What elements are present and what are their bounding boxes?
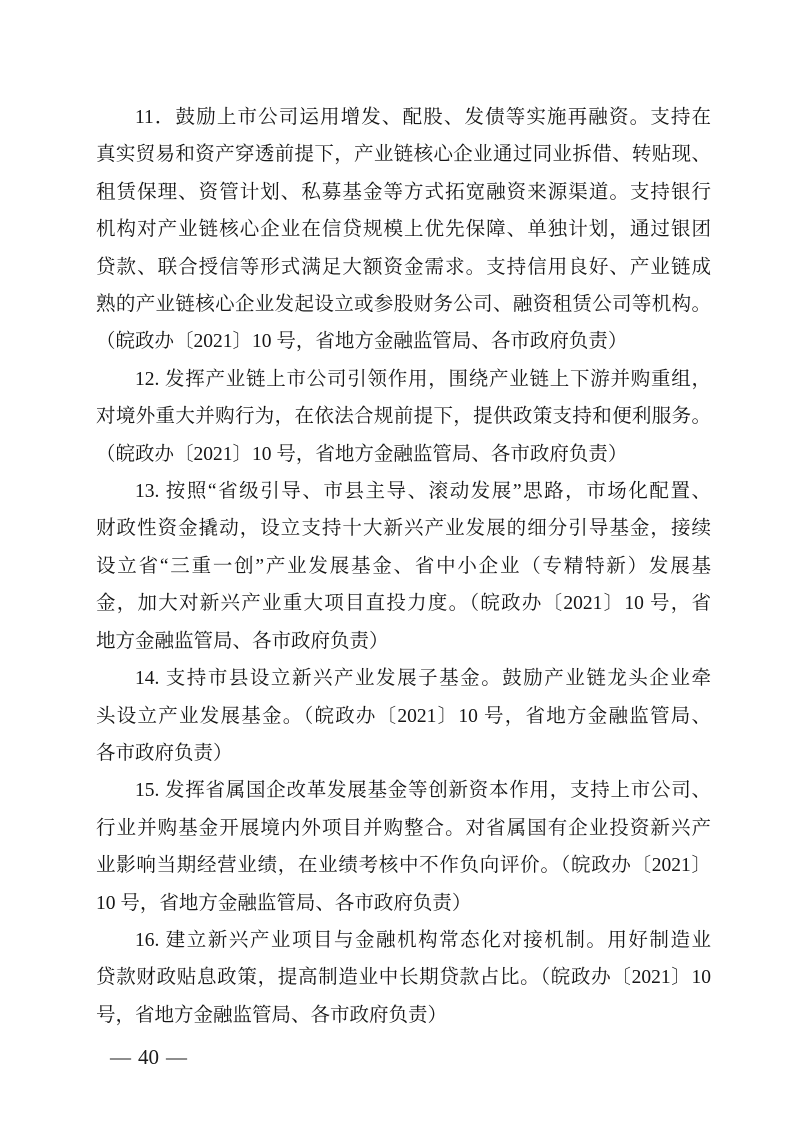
- paragraph-item-11: [96, 99, 711, 361]
- footer-right-dash: —: [166, 1045, 187, 1069]
- text-line: （皖政办〔2021〕10 号，省地方金融监管局、各市政府负责）: [96, 443, 628, 465]
- text-line: 熟的产业链核心企业发起设立或参股财务公司、融资租赁公司等机构。: [96, 294, 711, 316]
- text-line: 财政性资金撬动，设立支持十大新兴产业发展的细分引导基金，接续: [96, 518, 711, 540]
- page-number-footer: [110, 1044, 187, 1070]
- text-line: 业影响当期经营业绩，在业绩考核中不作负向评价。（皖政办〔2021〕: [96, 855, 711, 877]
- text-line: 号，省地方金融监管局、各市政府负责）: [96, 1004, 448, 1026]
- document-body: [96, 99, 711, 1034]
- text-line: 头设立产业发展基金。（皖政办〔2021〕10 号，省地方金融监管局、: [96, 705, 711, 727]
- text-line: 贷款财政贴息政策，提高制造业中长期贷款占比。（皖政办〔2021〕10: [96, 967, 711, 989]
- text-line: 15. 发挥省属国企改革发展基金等创新资本作用，支持上市公司、: [135, 780, 711, 802]
- footer-left-dash: —: [110, 1045, 131, 1069]
- text-line: 16. 建立新兴产业项目与金融机构常态化对接机制。用好制造业: [135, 929, 711, 951]
- paragraph-item-15: [96, 772, 711, 922]
- text-line: 机构对产业链核心企业在信贷规模上优先保障、单独计划，通过银团: [96, 219, 711, 241]
- text-line: 12. 发挥产业链上市公司引领作用，围绕产业链上下游并购重组，: [135, 368, 711, 390]
- text-line: 真实贸易和资产穿透前提下，产业链核心企业通过同业拆借、转贴现、: [96, 144, 711, 166]
- text-line: 设立省“三重一创”产业发展基金、省中小企业（专精特新）发展基: [96, 555, 711, 577]
- page-number: 40: [138, 1045, 159, 1069]
- paragraph-item-14: [96, 660, 711, 772]
- text-line: 贷款、联合授信等形式满足大额资金需求。支持信用良好、产业链成: [96, 256, 711, 278]
- text-line: 对境外重大并购行为，在依法合规前提下，提供政策支持和便利服务。: [96, 406, 711, 428]
- text-line: 10 号，省地方金融监管局、各市政府负责）: [96, 892, 472, 914]
- text-line: 租赁保理、资管计划、私募基金等方式拓宽融资来源渠道。支持银行: [96, 181, 711, 203]
- text-line: 14. 支持市县设立新兴产业发展子基金。鼓励产业链龙头企业牵: [135, 668, 711, 690]
- text-line: 地方金融监管局、各市政府负责）: [96, 630, 389, 652]
- text-line: （皖政办〔2021〕10 号，省地方金融监管局、各市政府负责）: [96, 331, 628, 353]
- text-line: 各市政府负责）: [96, 742, 233, 764]
- text-line: 行业并购基金开展境内外项目并购整合。对省属国有企业投资新兴产: [96, 817, 711, 839]
- paragraph-item-16: [96, 922, 711, 1034]
- text-line: 13. 按照“省级引导、市县主导、滚动发展”思路，市场化配置、: [135, 481, 711, 503]
- paragraph-item-12: [96, 361, 711, 473]
- paragraph-item-13: [96, 473, 711, 660]
- text-line: 金，加大对新兴产业重大项目直投力度。（皖政办〔2021〕10 号，省: [96, 593, 711, 615]
- text-line: 11．鼓励上市公司运用增发、配股、发债等实施再融资。支持在: [135, 107, 711, 128]
